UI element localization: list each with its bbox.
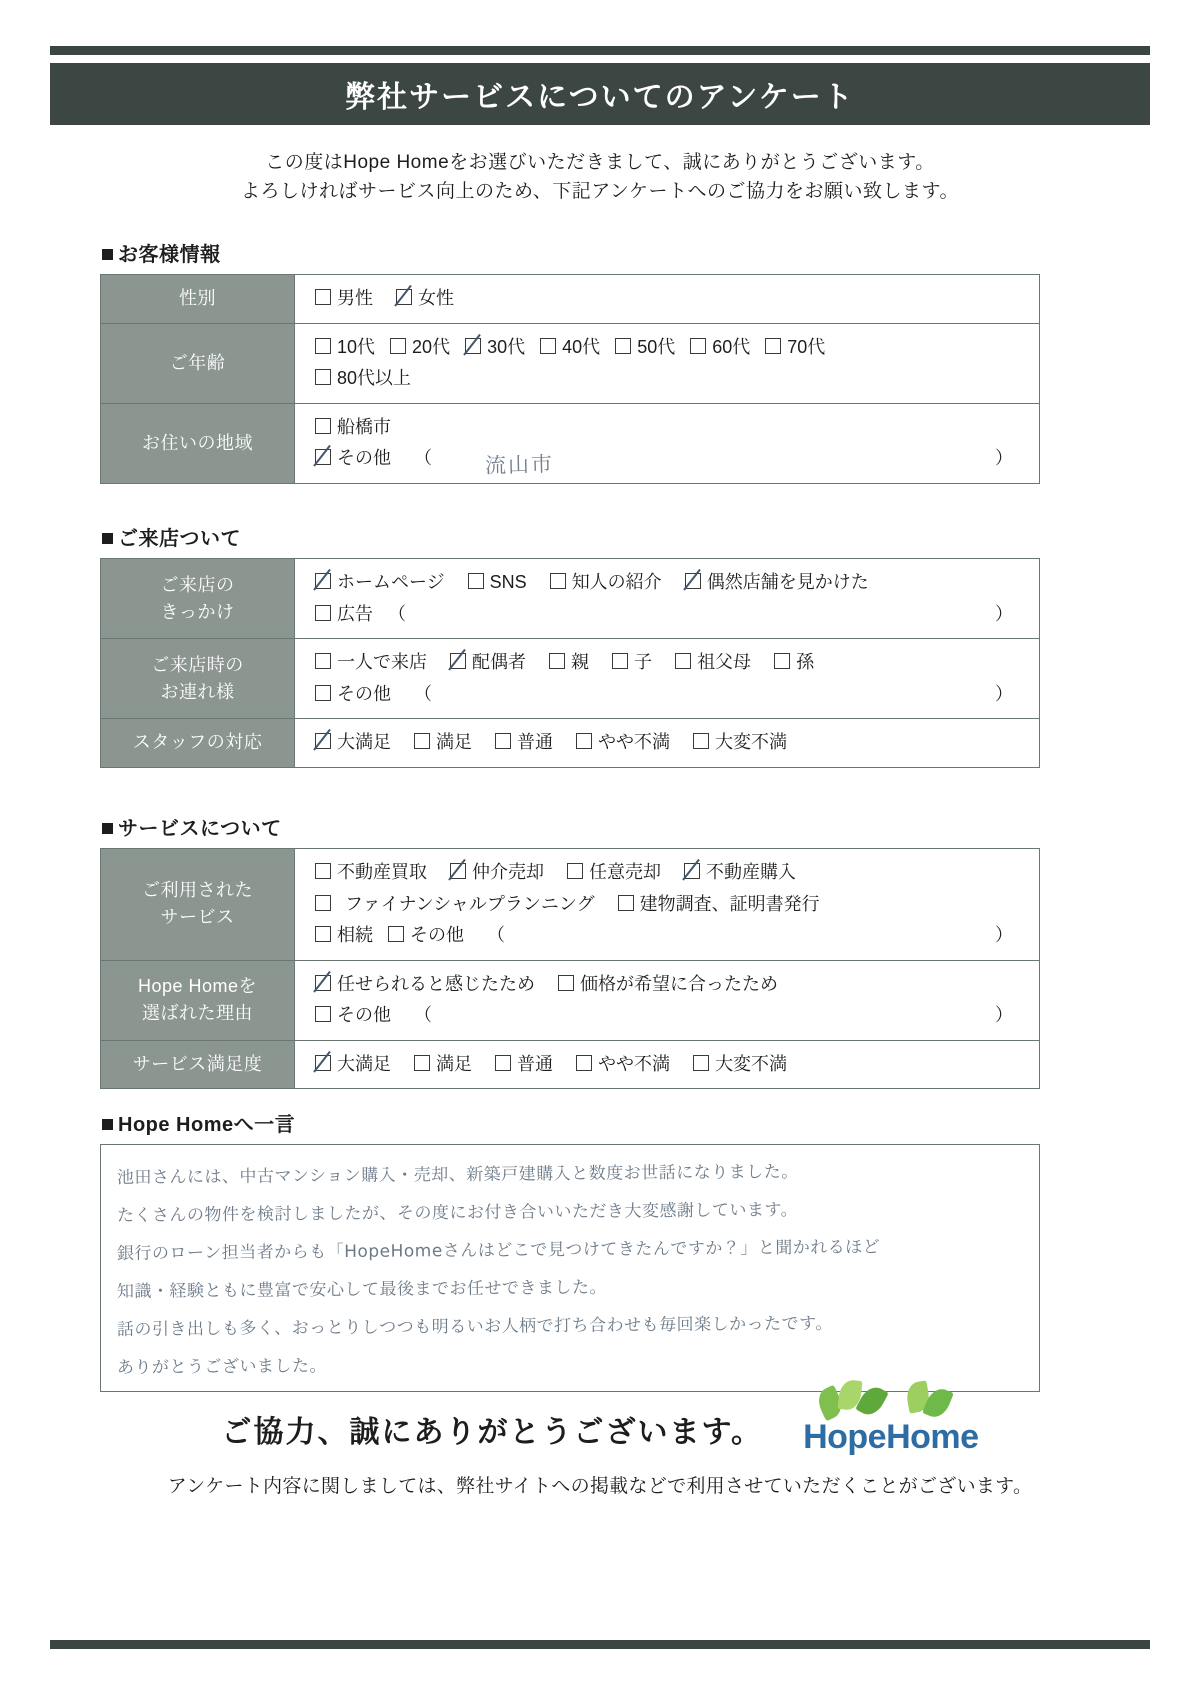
row-label-line-1: Hope Homeを <box>137 976 258 996</box>
checkbox-option-advertisement[interactable] <box>315 599 373 631</box>
services-options-line-3 <box>315 920 1035 952</box>
checkbox-option-sns[interactable] <box>468 567 527 599</box>
checkbox-label: 偶然店舗を見かけた <box>706 572 869 592</box>
checkbox-label: 価格が希望に合ったため <box>580 973 779 994</box>
checkbox-checked-icon[interactable] <box>685 573 701 589</box>
row-label-line-2: お連れ様 <box>160 681 235 702</box>
checkbox-icon[interactable] <box>612 653 628 669</box>
checkbox-option-grandchild[interactable] <box>774 647 814 679</box>
checkbox-label: 普通 <box>517 1053 554 1074</box>
checkbox-label: 任せられると感じたため <box>337 973 535 994</box>
table-row-trigger <box>101 559 1040 639</box>
row-label-trigger <box>101 559 295 639</box>
checkbox-icon[interactable] <box>675 653 691 669</box>
checkbox-icon[interactable] <box>618 895 634 911</box>
logo-text-home: Home <box>886 1418 979 1456</box>
row-label-line-2: 選ばれた理由 <box>142 1003 253 1023</box>
checkbox-icon[interactable] <box>693 1055 709 1071</box>
footer-note: アンケート内容に関しましては、弊社サイトへの掲載などで利用させていただくことがございます。 <box>167 1476 1033 1497</box>
checkbox-option-staff-very-dissatisfied[interactable] <box>693 727 787 759</box>
table-row-age <box>101 323 1040 403</box>
section-heading-comment <box>100 1108 1040 1137</box>
checkbox-label: 配偶者 <box>472 652 527 672</box>
checkbox-label: その他 <box>337 683 391 704</box>
checkbox-icon[interactable] <box>576 733 592 749</box>
companion-other-close-paren: ） <box>995 683 1013 704</box>
checkbox-option-reason-other[interactable] <box>315 1000 391 1032</box>
checkbox-icon[interactable] <box>315 685 331 701</box>
section-comment <box>100 1108 1040 1392</box>
service-other-open-paren: （ <box>487 925 506 945</box>
table-row-gender <box>101 275 1040 324</box>
checkbox-option-spouse[interactable] <box>450 647 526 679</box>
checkbox-label: ファイナンシャルプランニング <box>345 893 595 914</box>
checkbox-icon[interactable] <box>315 289 331 305</box>
checkbox-option-age-40s[interactable] <box>540 332 600 364</box>
checkbox-label: 建物調査、証明書発行 <box>639 893 820 914</box>
section-heading-visit-label: ご来店ついて <box>118 528 241 550</box>
checkbox-icon[interactable] <box>558 975 574 991</box>
table-row-staff-response <box>101 719 1040 768</box>
footer <box>50 1400 1150 1498</box>
bottom-rule <box>50 1640 1150 1649</box>
footer-thanks-text: ご協力、誠にありがとうございます。 <box>221 1415 764 1449</box>
checkbox-label: 80代以上 <box>337 368 412 388</box>
checkbox-option-area-other[interactable] <box>315 443 391 475</box>
table-row-area <box>101 403 1040 483</box>
area-options-line-1 <box>315 412 1035 444</box>
checkbox-label: 50代 <box>637 336 676 357</box>
trigger-other-open-paren: （ <box>388 603 407 624</box>
row-label-gender: 性別 <box>101 275 295 324</box>
table-row-companion <box>101 639 1040 719</box>
section-visit <box>100 522 1040 768</box>
checkbox-option-staff-somewhat-dissatisfied[interactable] <box>576 727 670 759</box>
checkbox-option-grandparent[interactable] <box>675 647 751 679</box>
section-customer-info <box>100 238 1040 484</box>
checkbox-label: 40代 <box>562 336 601 357</box>
checkbox-icon[interactable] <box>315 338 331 354</box>
checkbox-option-age-50s[interactable] <box>615 332 675 364</box>
checkbox-option-staff-satisfied[interactable] <box>414 727 472 759</box>
row-label-area: お住いの地域 <box>101 403 295 483</box>
service-table <box>100 848 1040 1089</box>
checkbox-option-satisfaction-normal[interactable] <box>495 1049 553 1081</box>
checkbox-option-staff-very-satisfied[interactable] <box>315 727 391 759</box>
checkbox-option-companion-other[interactable] <box>315 679 391 711</box>
checkbox-label: 大満足 <box>337 732 391 752</box>
row-value-companion <box>295 639 1040 719</box>
checkbox-label: 任意売却 <box>589 862 662 882</box>
checkbox-option-parent[interactable] <box>549 647 589 679</box>
checkbox-option-brokerage-sale[interactable] <box>450 857 544 889</box>
checkbox-icon[interactable] <box>468 573 484 589</box>
checkbox-option-trustworthy[interactable] <box>315 969 535 1001</box>
top-rule <box>50 46 1150 55</box>
checkbox-label: 不動産購入 <box>706 862 797 882</box>
intro-line-2: よろしければサービス向上のため、下記アンケートへのご協力をお願い致します。 <box>240 181 960 203</box>
checkbox-label: 親 <box>571 652 590 672</box>
title-banner <box>50 63 1150 125</box>
checkbox-option-child[interactable] <box>612 647 652 679</box>
checkbox-checked-icon[interactable] <box>450 863 466 879</box>
row-label-staff-response: スタッフの対応 <box>101 719 295 768</box>
row-label-companion <box>101 639 295 719</box>
reason-other-close-paren: ） <box>995 1005 1013 1025</box>
checkbox-checked-icon[interactable] <box>450 653 466 669</box>
checkbox-label: 30代 <box>487 336 526 357</box>
checkbox-icon[interactable] <box>315 653 331 669</box>
checkbox-label: 不動産買取 <box>337 862 427 882</box>
comment-line: たくさんの物件を検討しましたが、その度にお付き合いいただき大変感謝しています。 <box>116 1200 799 1226</box>
checkbox-label: その他 <box>410 925 465 945</box>
row-label-reason <box>101 960 295 1040</box>
checkbox-checked-icon[interactable] <box>315 1055 331 1071</box>
checkbox-icon[interactable] <box>414 733 430 749</box>
services-options-line-1 <box>315 857 1035 889</box>
checkbox-label: やや不満 <box>598 1053 671 1074</box>
checkbox-label: 一人で来店 <box>337 652 427 672</box>
checkbox-option-age-30s[interactable] <box>465 332 525 364</box>
trigger-options-line-2 <box>315 599 1035 631</box>
checkbox-icon[interactable] <box>315 863 331 879</box>
checkbox-checked-icon[interactable] <box>315 573 331 589</box>
checkbox-checked-icon[interactable] <box>465 338 481 354</box>
row-value-satisfaction <box>295 1040 1040 1089</box>
checkbox-label: 満足 <box>436 732 473 752</box>
comment-line: 銀行のローン担当者からも「HopeHomeさんはどこで見つけてきたんですか？」と聞かれるほど <box>116 1237 881 1264</box>
checkbox-option-property-purchase[interactable] <box>684 857 796 889</box>
companion-options-line-2 <box>315 679 1035 711</box>
checkbox-checked-icon[interactable] <box>315 975 331 991</box>
checkbox-option-male[interactable] <box>315 283 373 315</box>
comment-line: ありがとうございました。 <box>116 1356 328 1378</box>
checkbox-label: 大変不満 <box>715 732 788 752</box>
area-options-line-2 <box>315 443 1035 478</box>
area-other-open-paren: （ <box>414 448 433 468</box>
row-label-line-1: ご来店時の <box>151 654 244 675</box>
section-heading-visit <box>100 522 1040 551</box>
row-label-satisfaction: サービス満足度 <box>101 1040 295 1089</box>
checkbox-label: 男性 <box>337 288 373 308</box>
bullet-square-icon <box>102 823 113 834</box>
checkbox-label: 広告 <box>337 603 373 624</box>
footer-main-row <box>50 1400 1150 1457</box>
trigger-options-line-1 <box>315 567 1035 599</box>
section-heading-service-label: サービスについて <box>118 818 282 840</box>
checkbox-icon[interactable] <box>693 733 709 749</box>
checkbox-label: その他 <box>337 1005 391 1025</box>
checkbox-option-funabashi[interactable] <box>315 412 391 444</box>
checkbox-option-financial-planning[interactable] <box>315 889 595 921</box>
checkbox-option-alone[interactable] <box>315 647 427 679</box>
checkbox-option-staff-normal[interactable] <box>495 727 553 759</box>
row-label-services-used <box>101 849 295 961</box>
checkbox-option-building-inspection[interactable] <box>618 889 820 921</box>
checkbox-icon[interactable] <box>388 926 404 942</box>
age-options-line-1 <box>315 332 1035 364</box>
checkbox-option-age-10s[interactable] <box>315 332 375 364</box>
companion-options-line-1 <box>315 647 1035 679</box>
intro-line-1: この度はHope Homeをお選びいただきまして、誠にありがとうございます。 <box>265 152 935 173</box>
area-other-handwritten-value[interactable]: 流山市 <box>484 452 555 478</box>
hope-home-logo <box>803 1400 978 1457</box>
checkbox-checked-icon[interactable] <box>396 289 412 305</box>
section-service <box>100 812 1040 1089</box>
row-label-line-2: サービス <box>160 907 235 928</box>
checkbox-icon[interactable] <box>315 605 331 621</box>
checkbox-option-saw-store[interactable] <box>685 567 869 599</box>
row-value-gender <box>295 275 1040 324</box>
checkbox-icon[interactable] <box>549 653 565 669</box>
checkbox-icon[interactable] <box>495 733 511 749</box>
visit-table <box>100 558 1040 768</box>
section-heading-service <box>100 812 1040 841</box>
checkbox-option-property-purchase-by-company[interactable] <box>315 857 427 889</box>
age-options-line-2 <box>315 363 1035 395</box>
checkbox-checked-icon[interactable] <box>315 449 331 465</box>
comment-line: 池田さんには、中古マンション購入・売却、新築戸建購入と数度お世話になりました。 <box>116 1162 799 1188</box>
checkbox-option-satisfaction-somewhat-dissatisfied[interactable] <box>576 1049 670 1081</box>
intro-text <box>50 148 1150 207</box>
checkbox-option-satisfaction-satisfied[interactable] <box>414 1049 472 1081</box>
page-title: 弊社サービスについてのアンケート <box>345 81 855 114</box>
checkbox-icon[interactable] <box>615 338 631 354</box>
checkbox-icon[interactable] <box>550 573 566 589</box>
checkbox-label: やや不満 <box>598 732 671 752</box>
checkbox-label: 女性 <box>418 288 455 308</box>
comment-textarea[interactable] <box>100 1144 1040 1392</box>
checkbox-label: 知人の紹介 <box>571 572 662 592</box>
checkbox-label: 大変不満 <box>715 1053 788 1074</box>
row-value-services-used <box>295 849 1040 961</box>
checkbox-option-age-60s[interactable] <box>690 332 750 364</box>
checkbox-option-referral[interactable] <box>550 567 662 599</box>
bullet-square-icon <box>102 1119 113 1130</box>
row-label-line-1: ご利用された <box>142 880 253 901</box>
checkbox-label: 20代 <box>412 336 451 357</box>
row-label-line-2: きっかけ <box>160 601 235 622</box>
bullet-square-icon <box>102 533 113 544</box>
checkbox-label: 相続 <box>337 925 373 945</box>
checkbox-icon[interactable] <box>495 1055 511 1071</box>
checkbox-option-price-matched[interactable] <box>558 969 778 1001</box>
checkbox-icon[interactable] <box>315 1006 331 1022</box>
row-value-staff-response <box>295 719 1040 768</box>
checkbox-checked-icon[interactable] <box>684 863 700 879</box>
checkbox-icon[interactable] <box>774 653 790 669</box>
checkbox-label: 70代 <box>787 336 826 357</box>
checkbox-option-age-80plus[interactable] <box>315 363 411 395</box>
checkbox-icon[interactable] <box>567 863 583 879</box>
reason-other-open-paren: （ <box>414 1005 433 1025</box>
checkbox-option-homepage[interactable] <box>315 567 445 599</box>
comment-line: 話の引き出しも多く、おっとりしつつも明るいお人柄で打ち合わせも毎回楽しかったです。 <box>116 1313 833 1340</box>
checkbox-icon[interactable] <box>315 369 331 385</box>
row-value-age <box>295 323 1040 403</box>
row-value-trigger <box>295 559 1040 639</box>
checkbox-option-female[interactable] <box>396 283 454 315</box>
checkbox-label: 10代 <box>337 336 376 357</box>
section-heading-customer-label: お客様情報 <box>118 244 221 266</box>
checkbox-icon[interactable] <box>690 338 706 354</box>
checkbox-label: 子 <box>634 652 653 672</box>
checkbox-label: 仲介売却 <box>472 862 545 882</box>
checkbox-option-voluntary-sale[interactable] <box>567 857 661 889</box>
checkbox-option-inheritance[interactable] <box>315 920 373 952</box>
checkbox-label: ホームページ <box>337 572 445 592</box>
table-row-satisfaction <box>101 1040 1040 1089</box>
checkbox-label: 普通 <box>517 732 554 752</box>
checkbox-label: SNS <box>489 572 527 592</box>
checkbox-label: 満足 <box>436 1053 473 1074</box>
row-label-age: ご年齢 <box>101 323 295 403</box>
table-row-reason <box>101 960 1040 1040</box>
reason-options-line-1 <box>315 969 1035 1001</box>
checkbox-icon[interactable] <box>315 418 331 434</box>
checkbox-label: 60代 <box>712 336 751 357</box>
checkbox-option-satisfaction-very-satisfied[interactable] <box>315 1049 391 1081</box>
checkbox-icon[interactable] <box>576 1055 592 1071</box>
bullet-square-icon <box>102 249 113 260</box>
checkbox-label: 孫 <box>796 652 815 672</box>
checkbox-icon[interactable] <box>540 338 556 354</box>
logo-text-hope: Hope <box>803 1418 887 1456</box>
checkbox-icon[interactable] <box>765 338 781 354</box>
companion-other-open-paren: （ <box>414 683 433 704</box>
checkbox-label: 祖父母 <box>697 652 752 672</box>
service-other-close-paren: ） <box>995 925 1013 945</box>
row-label-line-1: ご来店の <box>160 574 235 595</box>
checkbox-option-age-20s[interactable] <box>390 332 450 364</box>
checkbox-icon[interactable] <box>315 895 331 911</box>
row-value-reason <box>295 960 1040 1040</box>
checkbox-option-service-other[interactable] <box>388 920 464 952</box>
section-heading-comment-label: Hope Homeへ一言 <box>118 1114 296 1136</box>
reason-options-line-2 <box>315 1000 1035 1032</box>
checkbox-option-satisfaction-very-dissatisfied[interactable] <box>693 1049 787 1081</box>
services-options-line-2 <box>315 889 1035 921</box>
checkbox-label: 大満足 <box>337 1053 391 1074</box>
comment-line: 知識・経験ともに豊富で安心して最後までお任せできました。 <box>116 1277 608 1302</box>
checkbox-label: その他 <box>337 448 391 468</box>
table-row-services-used <box>101 849 1040 961</box>
area-other-close-paren: ） <box>995 448 1013 468</box>
customer-info-table <box>100 274 1040 484</box>
checkbox-icon[interactable] <box>390 338 406 354</box>
trigger-other-close-paren: ） <box>995 603 1013 624</box>
checkbox-icon[interactable] <box>414 1055 430 1071</box>
row-value-area <box>295 403 1040 483</box>
checkbox-checked-icon[interactable] <box>315 733 331 749</box>
section-heading-customer <box>100 238 1040 267</box>
checkbox-label: 船橋市 <box>337 416 391 437</box>
checkbox-icon[interactable] <box>315 926 331 942</box>
checkbox-option-age-70s[interactable] <box>765 332 825 364</box>
